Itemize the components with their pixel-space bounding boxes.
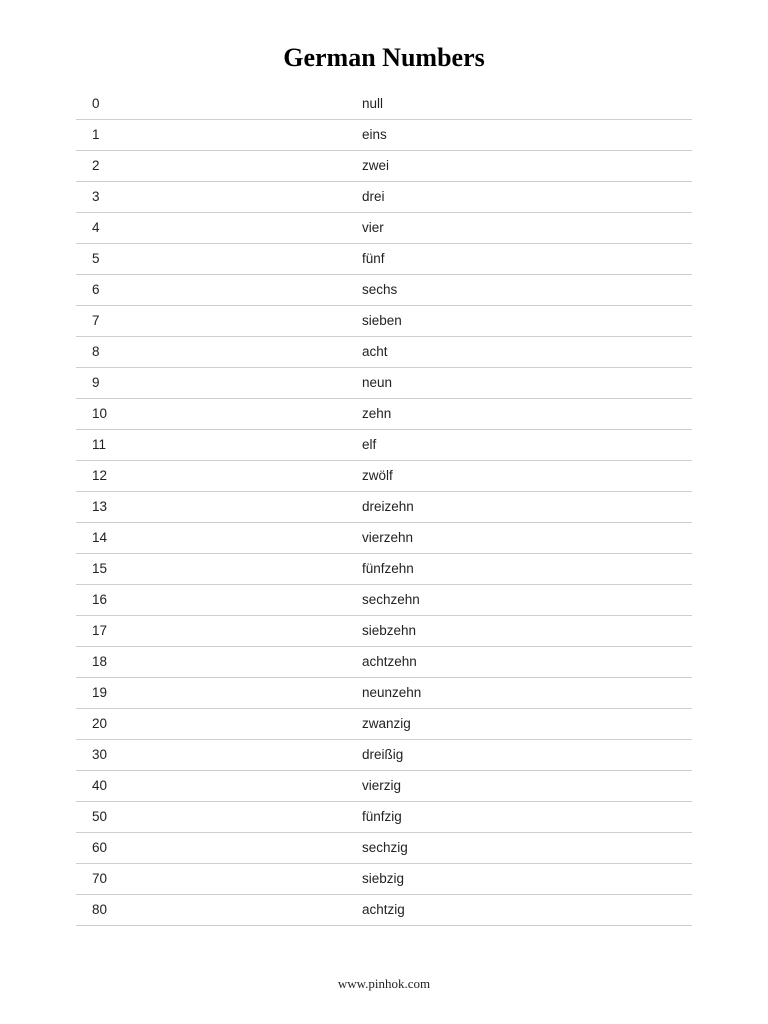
- word-cell: fünf: [362, 251, 385, 266]
- number-cell: 70: [92, 871, 108, 886]
- table-row: [76, 523, 692, 554]
- word-cell: siebzig: [362, 871, 405, 886]
- word-cell: zwei: [362, 158, 390, 173]
- table-row: [76, 275, 692, 306]
- word-cell: elf: [362, 437, 377, 452]
- number-cell: 0: [92, 96, 100, 111]
- word-cell: vierzehn: [362, 530, 414, 545]
- table-row: [76, 771, 692, 802]
- table-row: [76, 585, 692, 616]
- word-cell: zehn: [362, 406, 392, 421]
- table-row: [76, 647, 692, 678]
- number-cell: 20: [92, 716, 108, 731]
- number-cell: 60: [92, 840, 108, 855]
- number-cell: 8: [92, 344, 100, 359]
- table-row: [76, 430, 692, 461]
- word-cell: achtzig: [362, 902, 405, 917]
- table-row: [76, 864, 692, 895]
- table-row: [76, 554, 692, 585]
- word-cell: vierzig: [362, 778, 402, 793]
- word-cell: acht: [362, 344, 388, 359]
- number-cell: 10: [92, 406, 108, 421]
- table-row: [76, 709, 692, 740]
- table-row: [76, 151, 692, 182]
- word-cell: sechzehn: [362, 592, 420, 607]
- word-cell: sieben: [362, 313, 402, 328]
- number-cell: 50: [92, 809, 108, 824]
- number-cell: 1: [92, 127, 100, 142]
- word-cell: dreißig: [362, 747, 404, 762]
- number-cell: 30: [92, 747, 108, 762]
- number-cell: 17: [92, 623, 108, 638]
- word-cell: neunzehn: [362, 685, 422, 700]
- word-cell: neun: [362, 375, 393, 390]
- table-row: [76, 182, 692, 213]
- table-row: [76, 802, 692, 833]
- number-cell: 13: [92, 499, 108, 514]
- number-cell: 5: [92, 251, 100, 266]
- word-cell: eins: [362, 127, 387, 142]
- table-row: [76, 895, 692, 926]
- table-row: [76, 399, 692, 430]
- table-row: [76, 461, 692, 492]
- word-cell: siebzehn: [362, 623, 417, 638]
- number-cell: 15: [92, 561, 108, 576]
- word-cell: null: [362, 96, 384, 111]
- vocabulary-table: [76, 89, 692, 926]
- table-row: [76, 678, 692, 709]
- number-cell: 16: [92, 592, 108, 607]
- word-cell: achtzehn: [362, 654, 417, 669]
- word-cell: sechzig: [362, 840, 408, 855]
- number-cell: 40: [92, 778, 108, 793]
- word-cell: fünfzig: [362, 809, 402, 824]
- table-row: [76, 213, 692, 244]
- footer-url[interactable]: www.pinhok.com: [337, 976, 431, 991]
- table-row: [76, 120, 692, 151]
- table-row: [76, 833, 692, 864]
- number-cell: 4: [92, 220, 100, 235]
- word-cell: drei: [362, 189, 385, 204]
- word-cell: zwanzig: [362, 716, 411, 731]
- number-cell: 6: [92, 282, 100, 297]
- table-row: [76, 616, 692, 647]
- word-cell: fünfzehn: [362, 561, 414, 576]
- table-row: [76, 244, 692, 275]
- table-row: [76, 306, 692, 337]
- word-cell: vier: [362, 220, 384, 235]
- number-cell: 14: [92, 530, 108, 545]
- number-cell: 3: [92, 189, 100, 204]
- word-cell: zwölf: [362, 468, 393, 483]
- number-cell: 2: [92, 158, 100, 173]
- page-title: German Numbers: [283, 43, 485, 72]
- number-cell: 80: [92, 902, 108, 917]
- number-cell: 7: [92, 313, 100, 328]
- number-cell: 19: [92, 685, 108, 700]
- table-row: [76, 740, 692, 771]
- word-cell: sechs: [362, 282, 398, 297]
- number-cell: 9: [92, 375, 100, 390]
- table-row: [76, 89, 692, 120]
- table-row: [76, 368, 692, 399]
- word-cell: dreizehn: [362, 499, 414, 514]
- table-row: [76, 337, 692, 368]
- number-cell: 12: [92, 468, 108, 483]
- number-cell: 18: [92, 654, 108, 669]
- table-row: [76, 492, 692, 523]
- number-cell: 11: [92, 437, 107, 452]
